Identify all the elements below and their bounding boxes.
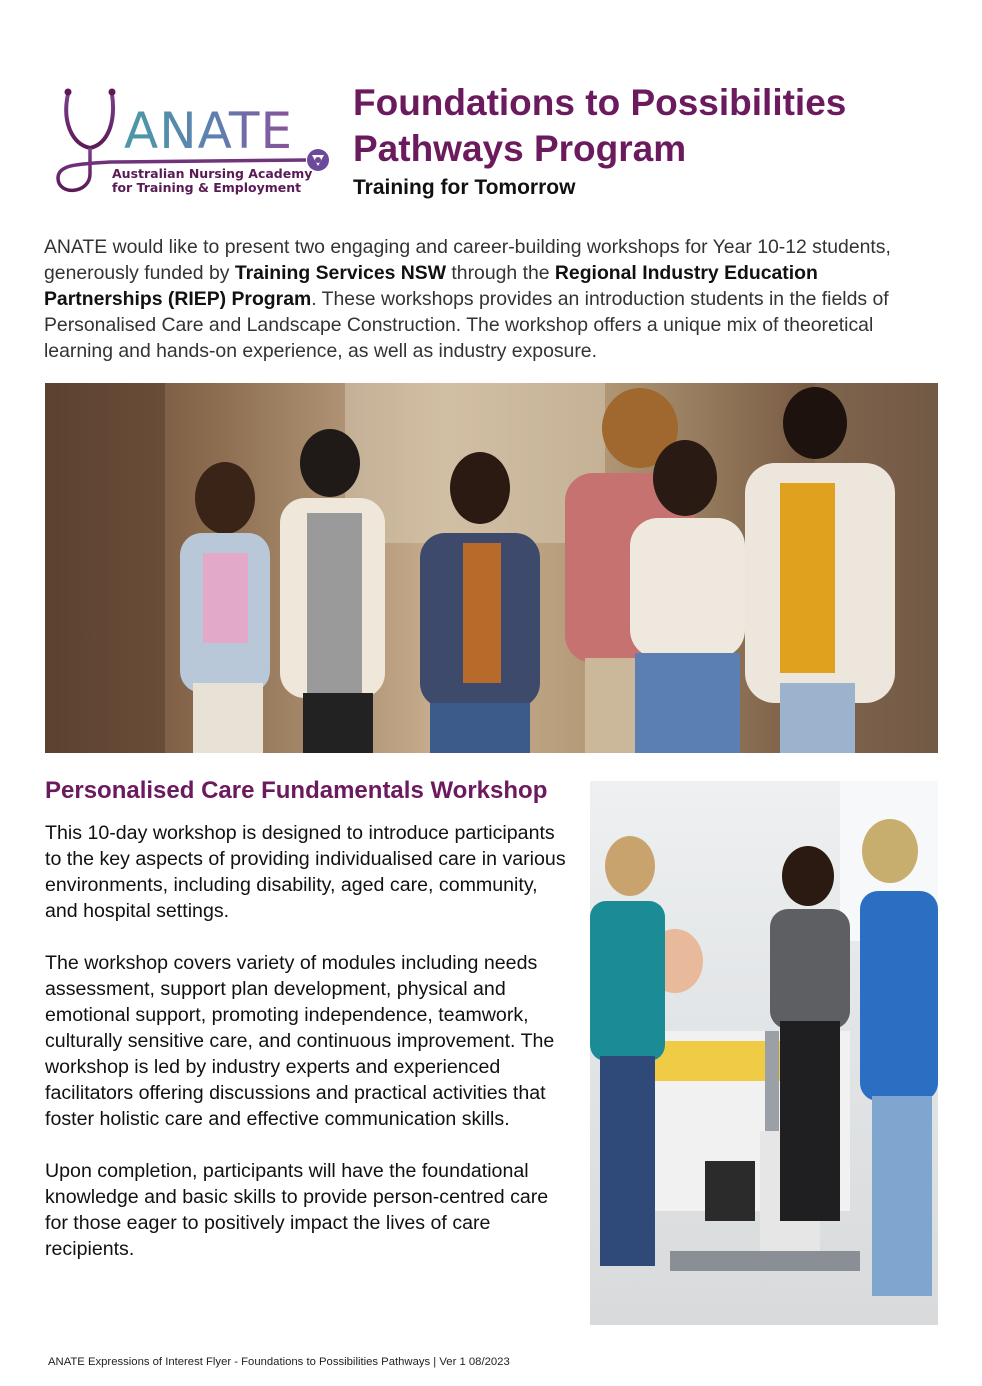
logo-subtitle [112,167,312,195]
section-paragraph-2: The workshop covers variety of modules including needs assessment, support plan development, physical and emotional support, promoting independence, teamwork, culturally sensitive care, and continuous improvement. The workshop is led by industry experts and experienced facilitators offering discussions and practical activities that foster holistic care and effective communication skills. [45,952,555,1130]
care-training-illustration [590,781,938,1325]
intro-program: Regional Industry Education Partnerships (RIEP) Program [44,262,818,310]
logo-wordmark: ANATE [124,102,294,160]
logo-subtitle-line1: Australian Nursing Academy [112,166,313,181]
anate-logo [50,82,335,204]
students-group-photo [45,383,938,753]
page-title [353,80,953,172]
intro-text-3: . These workshops provides an introduction students in the fields of Personalised Care and Landscape Construction. The workshop offers a unique mix of theoretical learning and hands-on experience, as well as industry exposure. [44,288,889,362]
care-training-photo [590,781,938,1325]
section-body [45,820,575,1288]
footer-text: ANATE Expressions of Interest Flyer - Foundations to Possibilities Pathways | Ver 1 08/2023 [48,1356,510,1368]
logo-subtitle-line2: for Training & Employment [112,180,302,195]
intro-text-1: ANATE would like to present two engaging and career-building workshops for Year 10-12 students, generously funded by [44,236,891,284]
section-paragraph-1: This 10-day workshop is designed to introduce participants to the key aspects of providing individualised care in various environments, including disability, aged care, community, and hospital settings. [45,822,566,922]
intro-funder: Training Services NSW [234,262,447,284]
students-illustration [45,383,938,753]
section-title: Personalised Care Fundamentals Workshop [45,777,548,804]
section-paragraph-3: Upon completion, participants will have the foundational knowledge and basic skills to provide person-centred care for those eager to positively impact the lives of care recipients. [45,1160,549,1260]
page-subtitle: Training for Tomorrow [353,176,576,199]
intro-text-2: through the [446,262,555,284]
page-title-line1: Foundations to Possibilities [353,82,847,123]
intro-paragraph [44,234,934,364]
page-title-line2: Pathways Program [353,128,687,169]
